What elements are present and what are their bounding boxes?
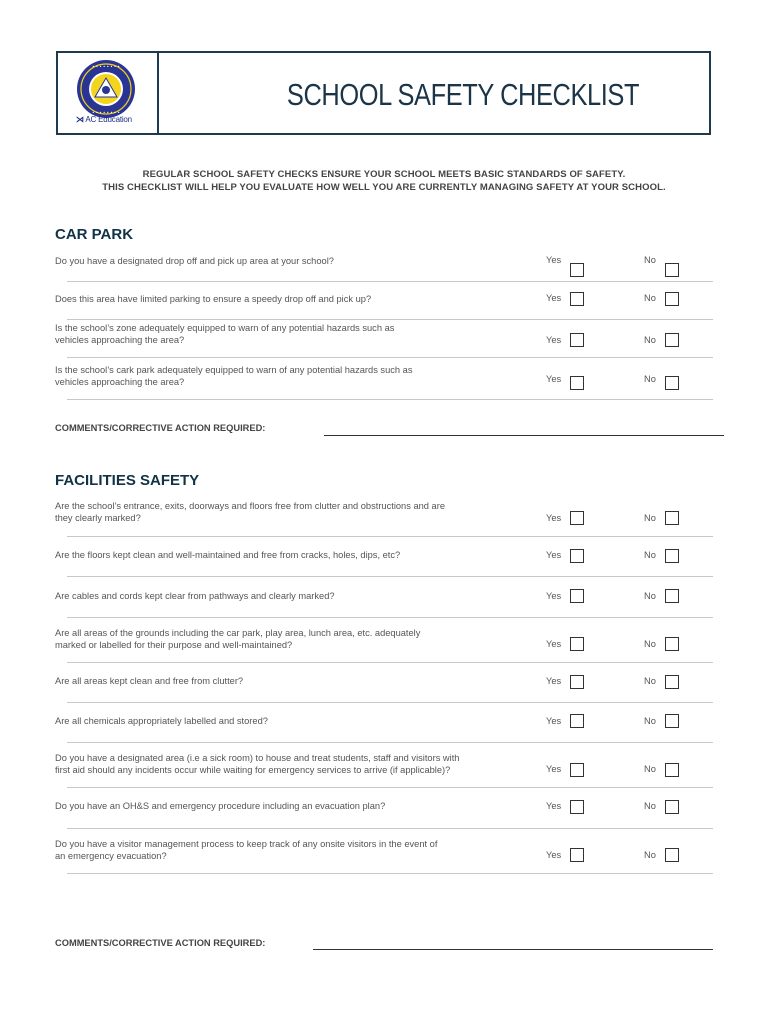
row-divider [67, 617, 713, 618]
no-checkbox[interactable] [665, 637, 679, 651]
logo-text: AC Education [85, 115, 132, 124]
yes-checkbox[interactable] [570, 589, 584, 603]
row-divider [67, 399, 713, 400]
yes-checkbox[interactable] [570, 263, 584, 277]
svg-text:• • • • • • • •: • • • • • • • • [92, 110, 120, 115]
no-checkbox[interactable] [665, 714, 679, 728]
question-text: Are all chemicals appropriately labelled and stored? [55, 716, 268, 726]
no-label: No [644, 639, 656, 649]
yes-label: Yes [546, 764, 562, 774]
facilities-comments-label: COMMENTS/CORRECTIVE ACTION REQUIRED: [55, 938, 266, 948]
yes-checkbox[interactable] [570, 800, 584, 814]
question-text: Is the school’s zone adequately equipped to warn of any potential hazards such as vehicles approaching the area? [55, 323, 395, 345]
row-divider [67, 702, 713, 703]
no-label: No [644, 374, 656, 384]
no-checkbox[interactable] [665, 333, 679, 347]
logo [58, 53, 159, 133]
no-checkbox[interactable] [665, 263, 679, 277]
yes-checkbox[interactable] [570, 714, 584, 728]
row-divider [67, 662, 713, 663]
no-label: No [644, 850, 656, 860]
yes-label: Yes [546, 513, 562, 523]
row-divider [67, 576, 713, 577]
header-box [56, 51, 711, 135]
svg-text:• • • • • • • •: • • • • • • • • [92, 64, 120, 69]
question-text: Are all areas kept clean and free from clutter? [55, 676, 244, 686]
no-label: No [644, 293, 656, 303]
row-divider [67, 828, 713, 829]
no-label: No [644, 335, 656, 345]
no-label: No [644, 716, 656, 726]
no-checkbox[interactable] [665, 800, 679, 814]
section-facilities-safety: FACILITIES SAFETY [55, 472, 200, 489]
yes-label: Yes [546, 639, 562, 649]
yes-checkbox[interactable] [570, 763, 584, 777]
row-divider [67, 787, 713, 788]
no-label: No [644, 764, 656, 774]
school-seal-icon [76, 59, 136, 119]
yes-label: Yes [546, 335, 562, 345]
yes-checkbox[interactable] [570, 848, 584, 862]
page-title: SCHOOL SAFETY CHECKLIST [286, 77, 640, 112]
car-park-comments-line[interactable] [324, 435, 724, 436]
no-label: No [644, 591, 656, 601]
question-text: Is the school’s cark park adequately equipped to warn of any potential hazards such as vehicles approaching the area? [55, 365, 413, 387]
row-divider [67, 873, 713, 874]
no-checkbox[interactable] [665, 848, 679, 862]
yes-checkbox[interactable] [570, 376, 584, 390]
no-label: No [644, 255, 656, 265]
intro-line-1: REGULAR SCHOOL SAFETY CHECKS ENSURE YOUR SCHOOL MEETS BASIC STANDARDS OF SAFETY. [142, 169, 626, 180]
yes-checkbox[interactable] [570, 675, 584, 689]
section-car-park: CAR PARK [55, 226, 134, 243]
yes-checkbox[interactable] [570, 549, 584, 563]
no-checkbox[interactable] [665, 511, 679, 525]
row-divider [67, 536, 713, 537]
no-checkbox[interactable] [665, 549, 679, 563]
yes-checkbox[interactable] [570, 333, 584, 347]
yes-checkbox[interactable] [570, 292, 584, 306]
yes-checkbox[interactable] [570, 511, 584, 525]
question-text: Are cables and cords kept clear from pathways and clearly marked? [55, 591, 335, 601]
question-text: Do you have a designated area (i.e a sick room) to house and treat students, staff and visitors with first aid should any incidents occur while waiting for emergency services to arrive (if applicable)? [55, 753, 460, 775]
question-text: Are all areas of the grounds including the car park, play area, lunch area, etc. adequately marked or labelled for their purpose and well-maintained? [55, 628, 421, 650]
no-label: No [644, 550, 656, 560]
logo-wordmark [76, 115, 132, 124]
yes-label: Yes [546, 255, 562, 265]
intro-line-2: THIS CHECKLIST WILL HELP YOU EVALUATE HOW WELL YOU ARE CURRENTLY MANAGING SAFETY AT YOUR SCHOOL. [102, 182, 666, 193]
no-checkbox[interactable] [665, 589, 679, 603]
yes-label: Yes [546, 374, 562, 384]
question-text: Do you have a designated drop off and pick up area at your school? [55, 256, 334, 266]
yes-label: Yes [546, 801, 562, 811]
no-checkbox[interactable] [665, 292, 679, 306]
question-text: Does this area have limited parking to ensure a speedy drop off and pick up? [55, 294, 372, 304]
no-label: No [644, 801, 656, 811]
no-label: No [644, 676, 656, 686]
no-label: No [644, 513, 656, 523]
no-checkbox[interactable] [665, 763, 679, 777]
question-text: Do you have a visitor management process to keep track of any onsite visitors in the event of an emergency evacuation? [55, 839, 438, 861]
row-divider [67, 319, 713, 320]
row-divider [67, 357, 713, 358]
ac-mark-icon: ⋊ [76, 115, 84, 124]
yes-label: Yes [546, 850, 562, 860]
yes-checkbox[interactable] [570, 637, 584, 651]
yes-label: Yes [546, 676, 562, 686]
car-park-comments-label: COMMENTS/CORRECTIVE ACTION REQUIRED: [55, 423, 266, 433]
question-text: Are the floors kept clean and well-maintained and free from cracks, holes, dips, etc? [55, 550, 401, 560]
question-text: Are the school’s entrance, exits, doorways and floors free from clutter and obstructions and are they clearly marked? [55, 501, 445, 523]
yes-label: Yes [546, 591, 562, 601]
yes-label: Yes [546, 716, 562, 726]
yes-label: Yes [546, 293, 562, 303]
no-checkbox[interactable] [665, 376, 679, 390]
row-divider [67, 281, 713, 282]
yes-label: Yes [546, 550, 562, 560]
question-text: Do you have an OH&S and emergency procedure including an evacuation plan? [55, 801, 386, 811]
row-divider [67, 742, 713, 743]
no-checkbox[interactable] [665, 675, 679, 689]
facilities-comments-line[interactable] [313, 949, 713, 950]
